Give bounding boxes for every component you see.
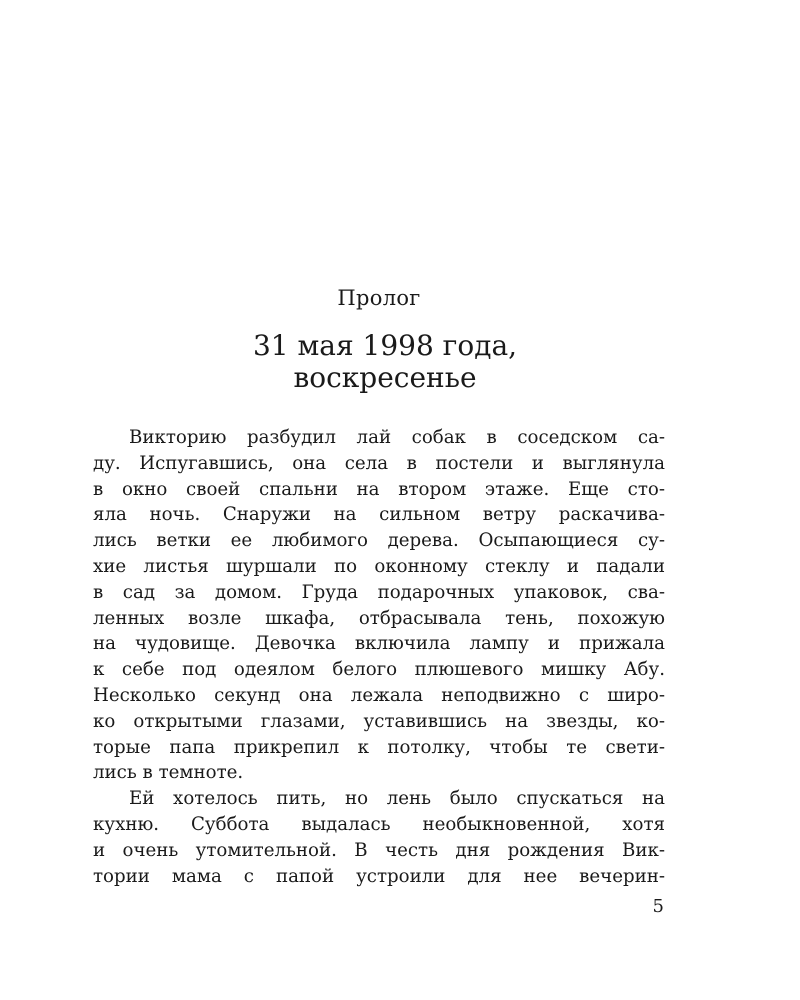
text-line: хие листья шуршали по оконному стеклу и падали — [93, 555, 665, 577]
text-line: кухню. Суббота выдалась необыкновенной, хотя — [93, 813, 665, 835]
text-line: лись ветки ее любимого дерева. Осыпающиеся су- — [93, 530, 665, 552]
paragraph-2 — [93, 786, 665, 889]
text-line: в окно своей спальни на втором этаже. Еще сто- — [93, 478, 665, 500]
text-line: лись в темноте. — [93, 762, 244, 784]
text-line: ко открытыми глазами, уставившись на звезды, ко- — [93, 710, 665, 732]
text-line: в сад за домом. Груда подарочных упаковок, сва- — [93, 581, 665, 603]
text-line: ленных возле шкафа, отбрасывала тень, похожую — [93, 607, 665, 629]
chapter-heading — [0, 330, 770, 394]
page-number: 5 — [652, 896, 664, 917]
chapter-heading-line-1: 31 мая 1998 года, — [252, 329, 518, 362]
section-label: Пролог — [337, 286, 421, 310]
body-text — [93, 425, 665, 889]
text-line: на чудовище. Девочка включила лампу и прижала — [93, 633, 665, 655]
paragraph-1 — [93, 425, 665, 786]
text-line: ду. Испугавшись, она села в постели и выглянула — [93, 452, 665, 474]
text-line: к себе под одеялом белого плюшевого мишку Абу. — [93, 659, 665, 681]
text-line: торые папа прикрепил к потолку, чтобы те свети- — [93, 736, 665, 758]
text-line: Ей хотелось пить, но лень было спускаться на — [129, 788, 665, 810]
text-line: Викторию разбудил лай собак в соседском са- — [129, 427, 665, 448]
text-line: тории мама с папой устроили для нее вечерин- — [93, 865, 665, 887]
text-line: и очень утомительной. В честь дня рождения Вик- — [93, 839, 665, 861]
text-line: Несколько секунд она лежала неподвижно с широ- — [93, 684, 665, 706]
text-line: яла ночь. Снаружи на сильном ветру раскачива- — [93, 504, 665, 526]
chapter-heading-line-2: воскресенье — [293, 361, 477, 394]
